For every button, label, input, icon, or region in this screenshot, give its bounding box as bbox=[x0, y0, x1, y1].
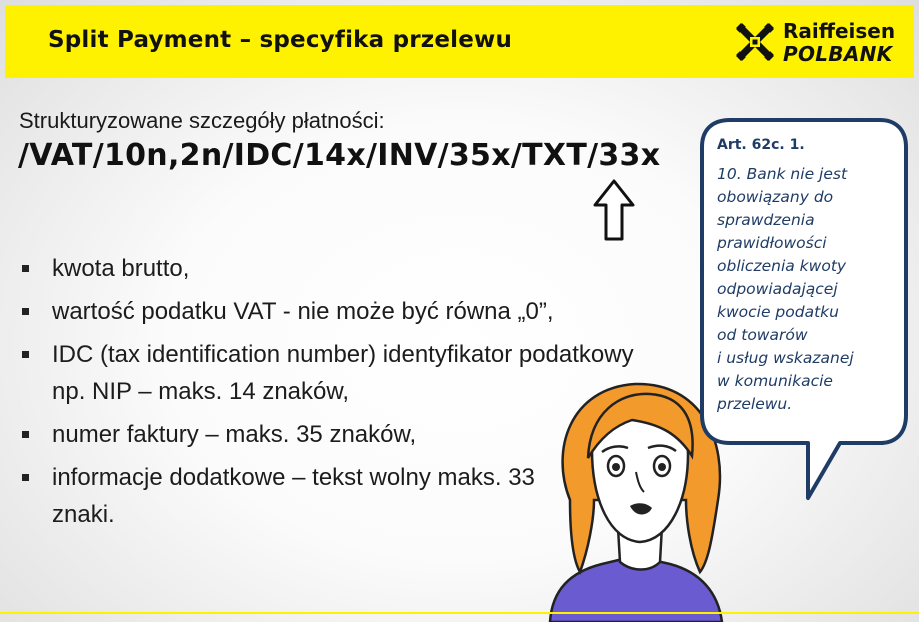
article-title: Art. 62c. 1. bbox=[717, 137, 805, 153]
list-item-text: informacje dodatkowe – tekst wolny maks. 33 znaki. bbox=[52, 464, 535, 528]
list-item bbox=[20, 293, 700, 330]
square-bullet-icon bbox=[22, 308, 29, 315]
square-bullet-icon bbox=[22, 431, 29, 438]
article-text: 10. Bank nie jest obowiązany do sprawdzenia prawidłowości obliczenia kwoty odpowiadającej kwocie podatku od towarów i usług wskazanej w komunikacie przelewu. bbox=[717, 165, 854, 413]
payment-structure-code: /VAT/10n,2n/IDC/14x/INV/35x/TXT/33x bbox=[18, 138, 661, 173]
square-bullet-icon bbox=[22, 351, 29, 358]
bottom-divider bbox=[0, 612, 919, 614]
raiffeisen-logo-icon bbox=[735, 22, 775, 62]
brand-name: Raiffeisen bbox=[783, 19, 896, 43]
square-bullet-icon bbox=[22, 265, 29, 272]
list-item bbox=[20, 250, 700, 287]
list-item-text: kwota brutto, bbox=[52, 255, 190, 282]
callout-bubble bbox=[690, 115, 912, 505]
list-item-text: numer faktury – maks. 35 znaków, bbox=[52, 421, 417, 448]
list-item-text: IDC (tax identification number) identyfikator podatkowy np. NIP – maks. 14 znaków, bbox=[52, 341, 634, 405]
brand-logo bbox=[731, 16, 901, 70]
square-bullet-icon bbox=[22, 474, 29, 481]
list-item-text: wartość podatku VAT - nie może być równa „0”, bbox=[52, 298, 554, 325]
brand-subname: POLBANK bbox=[783, 42, 893, 66]
up-arrow-icon bbox=[592, 178, 636, 242]
structured-details-heading: Strukturyzowane szczegóły płatności: bbox=[19, 108, 385, 133]
page-title: Split Payment – specyfika przelewu bbox=[48, 27, 513, 53]
header-bar bbox=[5, 5, 914, 78]
list-item bbox=[20, 459, 552, 533]
